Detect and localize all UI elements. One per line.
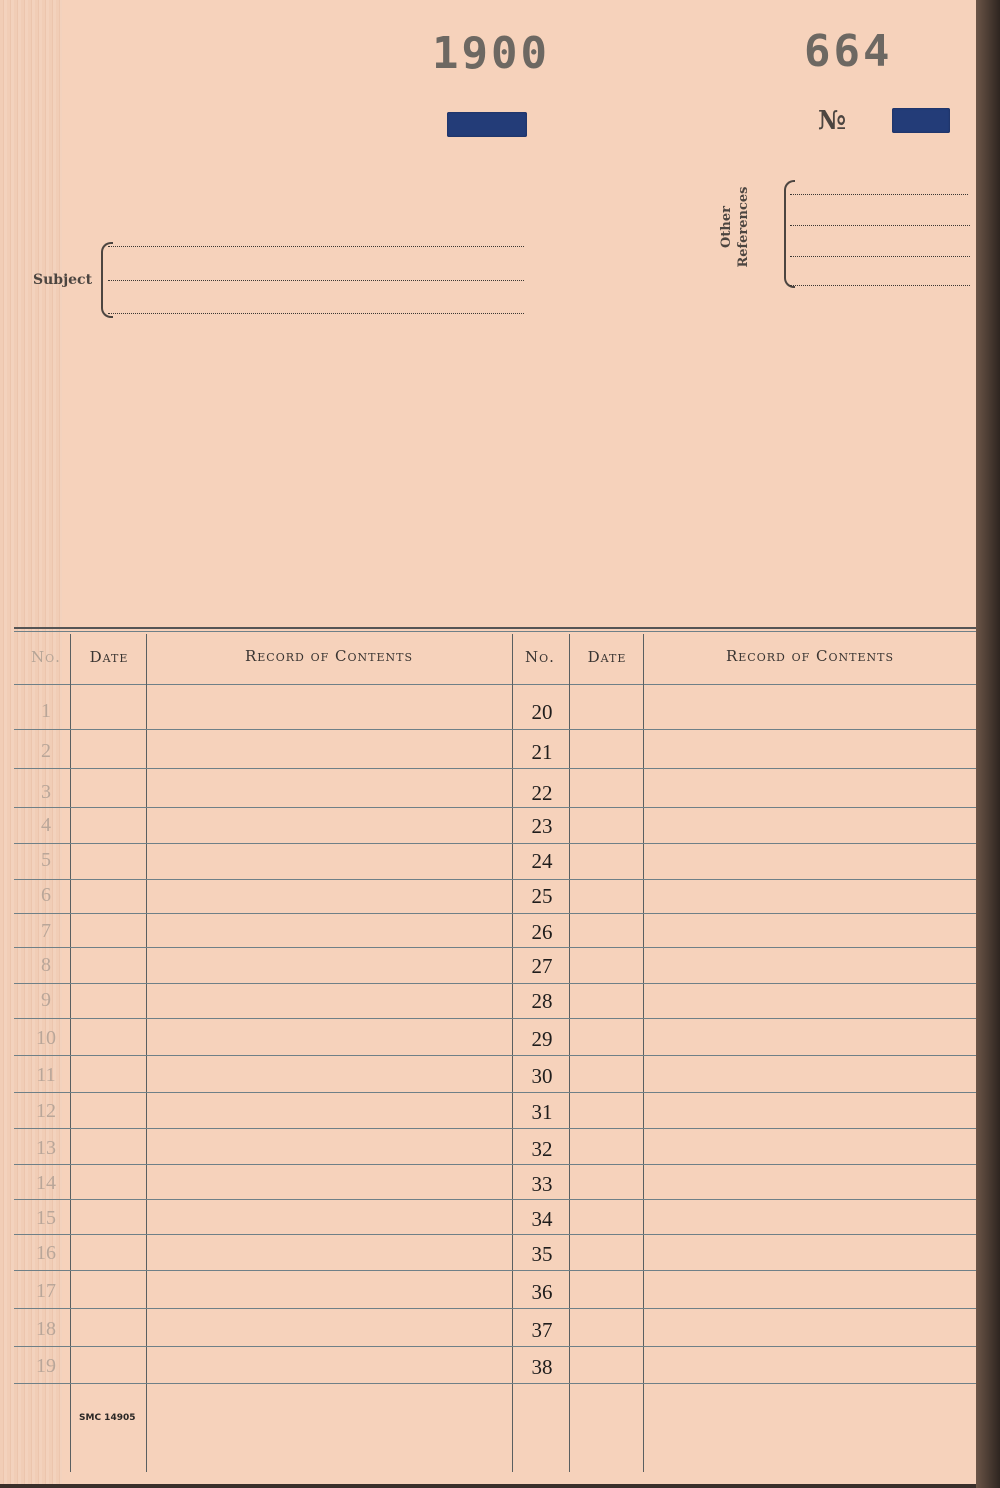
subject-label: Subject [33, 272, 93, 288]
right-row-number: 25 [531, 884, 553, 908]
row-rule [14, 1270, 976, 1271]
form-code: SMC 14905 [79, 1413, 136, 1423]
row-rule [14, 1346, 976, 1347]
right-row-number: 37 [531, 1318, 553, 1342]
row-rule [14, 843, 976, 844]
right-row-number: 35 [531, 1242, 553, 1266]
row-rule [14, 879, 976, 880]
row-rule [14, 1234, 976, 1235]
left-row-number: 7 [41, 920, 51, 942]
page-edge-shadow [976, 0, 1000, 1488]
row-rule [14, 1383, 976, 1384]
row-rule [14, 729, 976, 730]
right-row-number: 22 [531, 781, 553, 805]
other-references-label [718, 172, 752, 282]
header-date-right: Date [587, 648, 627, 666]
left-row-number: 16 [36, 1242, 56, 1264]
left-row-number: 14 [36, 1172, 56, 1194]
reference-line-3[interactable] [790, 256, 970, 257]
subject-line-3[interactable] [108, 313, 524, 314]
table-top-rule-2 [14, 631, 976, 632]
row-rule [14, 913, 976, 914]
left-row-number: 15 [36, 1207, 56, 1229]
references-bracket [784, 180, 795, 288]
header-record-left: Record of Contents [244, 647, 414, 665]
right-row-number: 20 [531, 700, 553, 724]
right-row-number: 24 [531, 849, 553, 873]
left-row-number: 10 [36, 1027, 56, 1049]
right-row-number: 27 [531, 954, 553, 978]
file-number-stamp: 664 [804, 26, 893, 77]
number-label: № [818, 106, 847, 136]
subject-line-1[interactable] [108, 246, 524, 247]
right-row-number: 36 [531, 1280, 553, 1304]
right-row-number: 38 [531, 1355, 553, 1379]
left-row-number: 3 [41, 781, 51, 803]
table-top-rule [14, 627, 976, 629]
right-row-number: 33 [531, 1172, 553, 1196]
row-rule [14, 807, 976, 808]
row-rule [14, 1128, 976, 1129]
reference-line-4[interactable] [790, 285, 970, 286]
other-label: Other [719, 206, 734, 248]
left-row-number: 17 [36, 1280, 56, 1302]
redaction-block-left [447, 112, 527, 137]
reference-line-1[interactable] [790, 194, 968, 195]
right-row-number: 23 [531, 814, 553, 838]
row-rule [14, 983, 976, 984]
left-row-number: 1 [41, 700, 51, 722]
left-row-number: 11 [36, 1064, 56, 1086]
left-row-number: 18 [36, 1318, 56, 1340]
reference-line-2[interactable] [790, 225, 970, 226]
left-row-number: 8 [41, 954, 51, 976]
right-row-number: 32 [531, 1137, 553, 1161]
left-row-number: 5 [41, 849, 51, 871]
row-rule [14, 1055, 976, 1056]
header-record-right: Record of Contents [725, 647, 895, 665]
header-bottom-rule [14, 684, 976, 685]
right-row-number: 30 [531, 1064, 553, 1088]
row-rule [14, 768, 976, 769]
left-row-number: 2 [41, 740, 51, 762]
right-row-number: 29 [531, 1027, 553, 1051]
left-row-number: 9 [41, 989, 51, 1011]
references-label: References [736, 186, 751, 268]
row-rule [14, 1164, 976, 1165]
subject-line-2[interactable] [108, 280, 524, 281]
left-row-number: 19 [36, 1355, 56, 1377]
left-row-number: 12 [36, 1100, 56, 1122]
row-rule [14, 1018, 976, 1019]
right-row-number: 28 [531, 989, 553, 1013]
redaction-block-right [892, 108, 950, 133]
row-rule [14, 1092, 976, 1093]
row-rule [14, 947, 976, 948]
row-rule [14, 1199, 976, 1200]
header-no-right: No. [525, 648, 555, 666]
left-row-number: 13 [36, 1137, 56, 1159]
year-stamp: 1900 [432, 28, 550, 79]
right-row-number: 34 [531, 1207, 553, 1231]
right-row-number: 21 [531, 740, 553, 764]
row-rule [14, 1308, 976, 1309]
left-row-number: 6 [41, 884, 51, 906]
header-no-left: No. [31, 648, 61, 666]
right-row-number: 31 [531, 1100, 553, 1124]
header-date-left: Date [89, 648, 129, 666]
left-row-number: 4 [41, 814, 51, 836]
right-row-number: 26 [531, 920, 553, 944]
